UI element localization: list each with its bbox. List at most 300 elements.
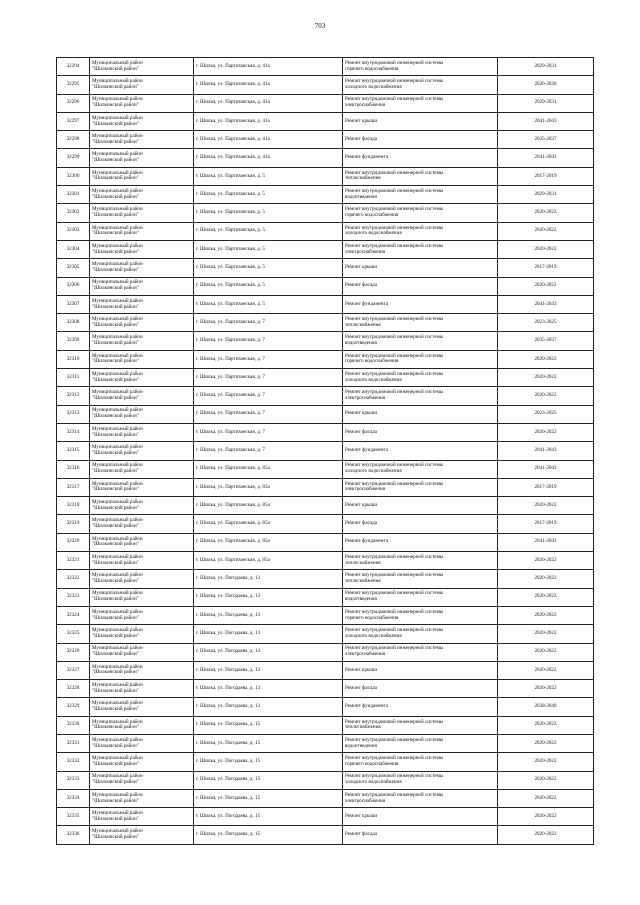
address-cell: г. Шилка, ул. Погодаева, д. 13 <box>194 661 343 679</box>
municipality-line-2: "Шилкинский район" <box>92 577 139 584</box>
work-type-line-1: Ремонт внутридомовой инженерной системы <box>345 334 444 341</box>
row-number-cell: 32300 <box>57 167 90 185</box>
work-type-cell <box>343 497 498 515</box>
table-row <box>57 423 594 441</box>
municipality-cell <box>90 680 194 698</box>
municipality-line-1: Муниципальный район <box>92 224 143 231</box>
municipality-cell <box>90 58 194 76</box>
work-type-cell <box>343 186 498 204</box>
work-type-line-1: Ремонт внутридомовой инженерной системы <box>345 462 444 469</box>
municipality-line-1: Муниципальный район <box>92 425 143 432</box>
municipality-line-2: "Шилкинский район" <box>92 541 139 548</box>
municipality-line-2: "Шилкинский район" <box>92 504 139 511</box>
row-number-cell: 32328 <box>57 680 90 698</box>
table-row <box>57 753 594 771</box>
table-row <box>57 808 594 826</box>
municipality-line-2: "Шилкинский район" <box>92 138 139 145</box>
municipality-line-1: Муниципальный район <box>92 407 143 414</box>
municipality-cell <box>90 533 194 551</box>
municipality-cell <box>90 387 194 405</box>
municipality-cell <box>90 222 194 240</box>
period-cell: 2023-2025 <box>498 314 594 332</box>
table-row <box>57 606 594 624</box>
address-cell: г. Шилка, ул. Партизанская, д. 85а <box>194 515 343 533</box>
work-type-line-1: Ремонт фасада <box>345 428 378 435</box>
period-cell: 2017-2019 <box>498 167 594 185</box>
work-type-cell <box>343 94 498 112</box>
work-type-cell <box>343 789 498 807</box>
work-type-cell <box>343 643 498 661</box>
municipality-line-2: "Шилкинский район" <box>92 559 139 566</box>
row-number-cell: 32304 <box>57 240 90 258</box>
row-number-cell: 32325 <box>57 625 90 643</box>
work-type-cell <box>343 314 498 332</box>
period-cell: 2041-2043 <box>498 442 594 460</box>
table-row <box>57 442 594 460</box>
municipality-cell <box>90 186 194 204</box>
period-cell: 2029-2031 <box>498 94 594 112</box>
table-row <box>57 167 594 185</box>
work-type-cell <box>343 588 498 606</box>
work-type-cell <box>343 552 498 570</box>
municipality-cell <box>90 698 194 716</box>
municipality-line-1: Муниципальный район <box>92 206 143 213</box>
municipality-line-1: Муниципальный район <box>92 718 143 725</box>
work-type-cell <box>343 112 498 130</box>
table-body <box>57 58 594 845</box>
work-type-line-1: Ремонт внутридомовой инженерной системы <box>345 242 444 249</box>
municipality-cell <box>90 625 194 643</box>
address-cell: г. Шилка, ул. Партизанская, д. 41а <box>194 58 343 76</box>
municipality-line-2: "Шилкинский район" <box>92 157 139 164</box>
address-cell: г. Шилка, ул. Партизанская, д. 5 <box>194 277 343 295</box>
municipality-line-2: "Шилкинский район" <box>92 687 139 694</box>
municipality-cell <box>90 314 194 332</box>
table-row <box>57 570 594 588</box>
period-cell: 2020-2022 <box>498 771 594 789</box>
work-type-cell <box>343 240 498 258</box>
municipality-line-2: "Шилкинский район" <box>92 65 139 72</box>
row-number-cell: 32315 <box>57 442 90 460</box>
period-cell: 2020-2022 <box>498 753 594 771</box>
municipality-cell <box>90 277 194 295</box>
row-number-cell: 32297 <box>57 112 90 130</box>
municipality-cell <box>90 240 194 258</box>
work-type-cell <box>343 661 498 679</box>
row-number-cell: 32316 <box>57 460 90 478</box>
row-number-cell: 32317 <box>57 478 90 496</box>
address-cell: г. Шилка, ул. Партизанская, д. 85а <box>194 478 343 496</box>
municipality-line-1: Муниципальный район <box>92 700 143 707</box>
row-number-cell: 32329 <box>57 698 90 716</box>
municipality-line-2: "Шилкинский район" <box>92 651 139 658</box>
table-row <box>57 131 594 149</box>
work-type-line-1: Ремонт фундамента <box>345 703 389 710</box>
work-type-line-2: холодного водоснабжения <box>345 83 402 90</box>
address-cell: г. Шилка, ул. Партизанская, д. 7 <box>194 314 343 332</box>
municipality-line-1: Муниципальный район <box>92 773 143 780</box>
work-type-line-1: Ремонт внутридомовой инженерной системы <box>345 78 444 85</box>
municipality-line-1: Муниципальный район <box>92 517 143 524</box>
row-number-cell: 32332 <box>57 753 90 771</box>
municipality-line-2: "Шилкинский район" <box>92 742 139 749</box>
work-type-cell <box>343 515 498 533</box>
municipality-line-2: "Шилкинский район" <box>92 486 139 493</box>
work-type-line-1: Ремонт фундамента <box>345 446 389 453</box>
municipality-line-2: "Шилкинский район" <box>92 340 139 347</box>
municipality-cell <box>90 405 194 423</box>
address-cell: г. Шилка, ул. Погодаева, д. 15 <box>194 716 343 734</box>
work-type-line-2: теплоснабжения <box>345 724 381 731</box>
address-cell: г. Шилка, ул. Погодаева, д. 15 <box>194 789 343 807</box>
row-number-cell: 32326 <box>57 643 90 661</box>
municipality-line-2: "Шилкинский район" <box>92 230 139 237</box>
work-type-line-2: водоотведения <box>345 596 377 603</box>
municipality-cell <box>90 753 194 771</box>
table-row <box>57 698 594 716</box>
table-row <box>57 94 594 112</box>
table-row <box>57 661 594 679</box>
work-type-line-1: Ремонт крыши <box>345 117 378 124</box>
table-row <box>57 515 594 533</box>
municipality-line-1: Муниципальный район <box>92 810 143 817</box>
work-type-line-2: электроснабжения <box>345 248 386 255</box>
work-type-line-2: теплоснабжения <box>345 321 381 328</box>
municipality-line-1: Муниципальный район <box>92 498 143 505</box>
municipality-line-2: "Шилкинский район" <box>92 614 139 621</box>
period-cell: 2020-2022 <box>498 240 594 258</box>
municipality-line-2: "Шилкинский район" <box>92 632 139 639</box>
address-cell: г. Шилка, ул. Погодаева, д. 15 <box>194 753 343 771</box>
municipality-line-1: Муниципальный район <box>92 297 143 304</box>
municipality-line-2: "Шилкинский район" <box>92 413 139 420</box>
address-cell: г. Шилка, ул. Партизанская, д. 5 <box>194 186 343 204</box>
work-type-line-1: Ремонт внутридомовой инженерной системы <box>345 96 444 103</box>
municipality-line-1: Муниципальный район <box>92 681 143 688</box>
row-number-cell: 32331 <box>57 734 90 752</box>
municipality-cell <box>90 515 194 533</box>
period-cell: 2035-2037 <box>498 332 594 350</box>
address-cell: г. Шилка, ул. Партизанская, д. 41а <box>194 76 343 94</box>
table-row <box>57 222 594 240</box>
work-type-line-1: Ремонт внутридомовой инженерной системы <box>345 352 444 359</box>
period-cell: 2035-2037 <box>498 131 594 149</box>
period-cell: 2020-2022 <box>498 369 594 387</box>
municipality-line-2: "Шилкинский район" <box>92 523 139 530</box>
work-type-cell <box>343 131 498 149</box>
row-number-cell: 32298 <box>57 131 90 149</box>
work-type-cell <box>343 259 498 277</box>
row-number-cell: 32308 <box>57 314 90 332</box>
work-type-line-1: Ремонт внутридомовой инженерной системы <box>345 608 444 615</box>
address-cell: г. Шилка, ул. Партизанская, д. 5 <box>194 240 343 258</box>
period-cell: 2020-2022 <box>498 826 594 844</box>
period-cell: 2020-2022 <box>498 606 594 624</box>
work-type-cell <box>343 277 498 295</box>
work-type-line-1: Ремонт крыши <box>345 501 378 508</box>
work-type-line-2: электроснабжения <box>345 394 386 401</box>
municipality-line-1: Муниципальный район <box>92 791 143 798</box>
municipality-cell <box>90 112 194 130</box>
address-cell: г. Шилка, ул. Погодаева, д. 15 <box>194 826 343 844</box>
period-cell: 2020-2022 <box>498 734 594 752</box>
municipality-line-1: Муниципальный район <box>92 151 143 158</box>
work-type-cell <box>343 332 498 350</box>
table-row <box>57 497 594 515</box>
work-type-cell <box>343 295 498 313</box>
period-cell: 2020-2022 <box>498 497 594 515</box>
municipality-line-2: "Шилкинский район" <box>92 596 139 603</box>
municipality-line-1: Муниципальный район <box>92 78 143 85</box>
municipality-line-1: Муниципальный район <box>92 535 143 542</box>
municipality-line-2: "Шилкинский район" <box>92 815 139 822</box>
municipality-cell <box>90 94 194 112</box>
row-number-cell: 32321 <box>57 552 90 570</box>
period-cell: 2026-2028 <box>498 76 594 94</box>
address-cell: г. Шилка, ул. Партизанская, д. 41а <box>194 112 343 130</box>
municipality-line-1: Муниципальный район <box>92 480 143 487</box>
municipality-line-1: Муниципальный район <box>92 553 143 560</box>
work-type-cell <box>343 808 498 826</box>
table-row <box>57 643 594 661</box>
address-cell: г. Шилка, ул. Партизанская, д. 85а <box>194 552 343 570</box>
row-number-cell: 32336 <box>57 826 90 844</box>
municipality-line-2: "Шилкинский район" <box>92 285 139 292</box>
work-type-line-1: Ремонт фасада <box>345 135 378 142</box>
municipality-line-2: "Шилкинский район" <box>92 834 139 841</box>
municipality-cell <box>90 442 194 460</box>
address-cell: г. Шилка, ул. Партизанская, д. 7 <box>194 405 343 423</box>
municipality-line-2: "Шилкинский район" <box>92 303 139 310</box>
municipality-line-2: "Шилкинский район" <box>92 706 139 713</box>
municipality-line-1: Муниципальный район <box>92 462 143 469</box>
municipality-cell <box>90 643 194 661</box>
row-number-cell: 32312 <box>57 387 90 405</box>
municipality-cell <box>90 734 194 752</box>
period-cell: 2029-2031 <box>498 186 594 204</box>
row-number-cell: 32335 <box>57 808 90 826</box>
row-number-cell: 32299 <box>57 149 90 167</box>
table-row <box>57 149 594 167</box>
period-cell: 2023-2025 <box>498 405 594 423</box>
address-cell: г. Шилка, ул. Партизанская, д. 7 <box>194 423 343 441</box>
row-number-cell: 32302 <box>57 204 90 222</box>
address-cell: г. Шилка, ул. Погодаева, д. 13 <box>194 606 343 624</box>
work-type-cell <box>343 423 498 441</box>
municipality-line-2: "Шилкинский район" <box>92 321 139 328</box>
table-row <box>57 295 594 313</box>
municipality-line-1: Муниципальный район <box>92 114 143 121</box>
work-type-line-2: горячего водоснабжения <box>345 212 399 219</box>
address-cell: г. Шилка, ул. Партизанская, д. 5 <box>194 295 343 313</box>
work-type-cell <box>343 167 498 185</box>
work-type-cell <box>343 698 498 716</box>
period-cell: 2020-2022 <box>498 789 594 807</box>
municipality-line-1: Муниципальный район <box>92 96 143 103</box>
work-type-line-2: горячего водоснабжения <box>345 65 399 72</box>
table-row <box>57 259 594 277</box>
work-type-line-2: холодного водоснабжения <box>345 779 402 786</box>
municipality-line-2: "Шилкинский район" <box>92 248 139 255</box>
row-number-cell: 32318 <box>57 497 90 515</box>
address-cell: г. Шилка, ул. Партизанская, д. 5 <box>194 222 343 240</box>
municipality-line-1: Муниципальный район <box>92 187 143 194</box>
municipality-line-1: Муниципальный район <box>92 828 143 835</box>
municipality-line-1: Муниципальный район <box>92 572 143 579</box>
municipality-line-2: "Шилкинский район" <box>92 449 139 456</box>
work-type-line-1: Ремонт внутридомовой инженерной системы <box>345 627 444 634</box>
work-type-line-1: Ремонт внутридомовой инженерной системы <box>345 480 444 487</box>
municipality-line-2: "Шилкинский район" <box>92 193 139 200</box>
period-cell: 2020-2022 <box>498 552 594 570</box>
municipality-line-2: "Шилкинский район" <box>92 669 139 676</box>
municipality-cell <box>90 789 194 807</box>
period-cell: 2041-2043 <box>498 533 594 551</box>
work-type-line-1: Ремонт фасада <box>345 520 378 527</box>
municipality-line-1: Муниципальный район <box>92 370 143 377</box>
table-row <box>57 460 594 478</box>
row-number-cell: 32334 <box>57 789 90 807</box>
table-row <box>57 789 594 807</box>
table-row <box>57 680 594 698</box>
table-row <box>57 625 594 643</box>
work-type-line-1: Ремонт крыши <box>345 264 378 271</box>
table-row <box>57 350 594 368</box>
period-cell: 2020-2022 <box>498 387 594 405</box>
row-number-cell: 32333 <box>57 771 90 789</box>
row-number-cell: 32310 <box>57 350 90 368</box>
row-number-cell: 32323 <box>57 588 90 606</box>
municipality-line-1: Муниципальный район <box>92 316 143 322</box>
municipality-line-2: "Шилкинский район" <box>92 102 139 109</box>
municipality-line-2: "Шилкинский район" <box>92 358 139 365</box>
work-type-line-2: водоотведения <box>345 742 377 749</box>
address-cell: г. Шилка, ул. Погодаева, д. 13 <box>194 680 343 698</box>
period-cell: 2020-2022 <box>498 277 594 295</box>
municipality-line-2: "Шилкинский район" <box>92 120 139 127</box>
period-cell: 2020-2022 <box>498 643 594 661</box>
municipality-line-2: "Шилкинский район" <box>92 468 139 475</box>
address-cell: г. Шилка, ул. Партизанская, д. 5 <box>194 167 343 185</box>
work-type-cell <box>343 625 498 643</box>
table-row <box>57 58 594 76</box>
municipality-line-2: "Шилкинский район" <box>92 175 139 182</box>
table-row <box>57 387 594 405</box>
work-type-cell <box>343 204 498 222</box>
period-cell: 2020-2022 <box>498 423 594 441</box>
municipality-line-1: Муниципальный район <box>92 444 143 451</box>
work-type-line-1: Ремонт внутридомовой инженерной системы <box>345 791 444 798</box>
period-cell: 2038-2040 <box>498 698 594 716</box>
work-type-line-1: Ремонт внутридомовой инженерной системы <box>345 572 444 579</box>
municipality-line-2: "Шилкинский район" <box>92 431 139 438</box>
page-number: 703 <box>314 22 326 30</box>
table-row <box>57 204 594 222</box>
address-cell: г. Шилка, ул. Партизанская, д. 7 <box>194 350 343 368</box>
municipality-cell <box>90 423 194 441</box>
municipality-line-2: "Шилкинский район" <box>92 394 139 401</box>
work-type-line-2: теплоснабжения <box>345 175 381 182</box>
municipality-line-1: Муниципальный район <box>92 242 143 249</box>
work-type-line-1: Ремонт внутридомовой инженерной системы <box>345 206 444 213</box>
municipality-line-1: Муниципальный район <box>92 133 143 140</box>
table-row <box>57 240 594 258</box>
work-type-cell <box>343 460 498 478</box>
municipality-cell <box>90 478 194 496</box>
municipality-line-1: Муниципальный район <box>92 663 143 670</box>
municipality-line-1: Муниципальный район <box>92 627 143 634</box>
municipality-cell <box>90 552 194 570</box>
municipality-cell <box>90 149 194 167</box>
address-cell: г. Шилка, ул. Партизанская, д. 7 <box>194 332 343 350</box>
work-type-line-2: горячего водоснабжения <box>345 614 399 621</box>
work-type-cell <box>343 442 498 460</box>
work-type-line-2: горячего водоснабжения <box>345 760 399 767</box>
municipality-cell <box>90 497 194 515</box>
work-type-line-2: водоотведения <box>345 193 377 200</box>
address-cell: г. Шилка, ул. Партизанская, д. 7 <box>194 442 343 460</box>
table-row <box>57 186 594 204</box>
work-type-line-1: Ремонт крыши <box>345 666 378 673</box>
period-cell: 2017-2019 <box>498 259 594 277</box>
period-cell: 2020-2022 <box>498 204 594 222</box>
municipality-line-2: "Шилкинский район" <box>92 212 139 219</box>
work-type-line-2: холодного водоснабжения <box>345 468 402 475</box>
period-cell: 2020-2022 <box>498 570 594 588</box>
municipality-line-2: "Шилкинский район" <box>92 266 139 273</box>
work-type-line-2: электроснабжения <box>345 651 386 658</box>
work-type-cell <box>343 826 498 844</box>
period-cell: 2017-2019 <box>498 478 594 496</box>
table-row <box>57 76 594 94</box>
work-type-line-1: Ремонт внутридомовой инженерной системы <box>345 645 444 652</box>
work-type-line-1: Ремонт внутридомовой инженерной системы <box>345 59 444 66</box>
address-cell: г. Шилка, ул. Партизанская, д. 85а <box>194 533 343 551</box>
municipality-line-1: Муниципальный район <box>92 645 143 652</box>
work-type-line-1: Ремонт фасада <box>345 831 378 838</box>
municipality-line-1: Муниципальный район <box>92 389 143 396</box>
municipality-cell <box>90 369 194 387</box>
municipality-cell <box>90 295 194 313</box>
row-number-cell: 32322 <box>57 570 90 588</box>
work-type-line-1: Ремонт фасада <box>345 282 378 289</box>
work-type-line-2: электроснабжения <box>345 102 386 109</box>
table-row <box>57 314 594 332</box>
municipality-line-2: "Шилкинский район" <box>92 83 139 90</box>
municipality-cell <box>90 204 194 222</box>
work-type-cell <box>343 478 498 496</box>
period-cell: 2029-2031 <box>498 58 594 76</box>
municipality-line-2: "Шилкинский район" <box>92 779 139 786</box>
work-type-line-1: Ремонт внутридомовой инженерной системы <box>345 718 444 725</box>
row-number-cell: 32305 <box>57 259 90 277</box>
repair-schedule-table <box>56 57 594 845</box>
address-cell: г. Шилка, ул. Партизанская, д. 85а <box>194 497 343 515</box>
municipality-cell <box>90 131 194 149</box>
work-type-line-1: Ремонт внутридомовой инженерной системы <box>345 553 444 560</box>
table-row <box>57 734 594 752</box>
municipality-cell <box>90 570 194 588</box>
row-number-cell: 32319 <box>57 515 90 533</box>
row-number-cell: 32303 <box>57 222 90 240</box>
address-cell: г. Шилка, ул. Погодаева, д. 15 <box>194 771 343 789</box>
municipality-cell <box>90 460 194 478</box>
work-type-cell <box>343 369 498 387</box>
address-cell: г. Шилка, ул. Погодаева, д. 13 <box>194 625 343 643</box>
work-type-cell <box>343 149 498 167</box>
address-cell: г. Шилка, ул. Партизанская, д. 85а <box>194 460 343 478</box>
period-cell: 2020-2022 <box>498 808 594 826</box>
